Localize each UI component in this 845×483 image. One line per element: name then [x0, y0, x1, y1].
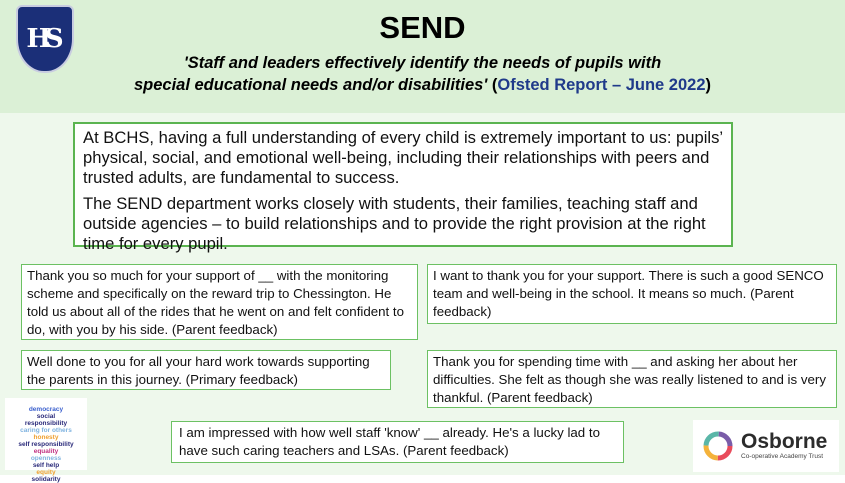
cloud-word: social [36, 413, 56, 420]
feedback-text: Thank you for spending time with __ and asking her about her difficulties. She felt as though she was really listened to and is very thankful. (Parent feedback) [433, 354, 826, 405]
quote-line-2-wrap [0, 74, 845, 96]
page-title: SEND [379, 10, 466, 45]
feedback-text: I want to thank you for your support. There is such a good SENCO team and well-being in the school. It means so much. (Parent feedback) [433, 268, 824, 319]
feedback-card [21, 264, 418, 340]
values-word-cloud [5, 398, 87, 483]
cloud-word: caring for others [20, 427, 72, 434]
feedback-card [427, 350, 837, 408]
osborne-subtitle: Co-operative Academy Trust [741, 453, 824, 460]
source-close: ) [705, 76, 712, 94]
quote-line-2: special educational needs and/or disabilities' [133, 76, 488, 94]
feedback-card [171, 421, 624, 463]
ofsted-quote [0, 52, 845, 96]
osborne-trust-logo [693, 420, 839, 472]
cloud-word: self responsibility [18, 441, 74, 448]
feedback-card [21, 350, 391, 390]
feedback-card [427, 264, 837, 324]
cloud-word: equity [36, 469, 56, 476]
feedback-text: Thank you so much for your support of __ with the monitoring scheme and specifically on the reward trip to Chessington. He told us about all of the rides that he went on and felt confident to do, with you by his side. (Parent feedback) [27, 268, 405, 337]
quote-source: Ofsted Report – June 2022 [497, 76, 706, 94]
cloud-word: honesty [33, 434, 59, 441]
intro-paragraph-2: The SEND department works closely with students, their families, teaching staff and outside agencies – to build relationships and to provide the right provision at the right time for every pupil. [83, 194, 706, 253]
intro-box [73, 122, 733, 253]
cloud-word: democracy [28, 406, 64, 413]
cloud-word: responsibility [24, 420, 68, 427]
osborne-ring-icon [701, 429, 735, 463]
school-crest-logo: HS [16, 5, 74, 73]
feedback-text: I am impressed with how well staff 'know' __ already. He's a lucky lad to have such caring teachers and LSAs. (Parent feedback) [179, 425, 600, 458]
cloud-word: openness [30, 455, 62, 462]
source-open: ( [487, 76, 498, 94]
feedback-text: Well done to you for all your hard work towards supporting the parents in this journey. (Primary feedback) [27, 354, 370, 387]
intro-paragraph-1: At BCHS, having a full understanding of every child is extremely important to us: pupils’ physical, social, and emotional well-being, including their relationships with peers and trusted adults, are fundamental to success. [83, 128, 723, 187]
cloud-word: equality [33, 448, 59, 455]
osborne-name: Osborne [741, 430, 828, 453]
quote-line-1: 'Staff and leaders effectively identify the needs of pupils with [183, 54, 662, 72]
cloud-word: self help [32, 462, 60, 469]
cloud-word: solidarity [31, 476, 61, 483]
